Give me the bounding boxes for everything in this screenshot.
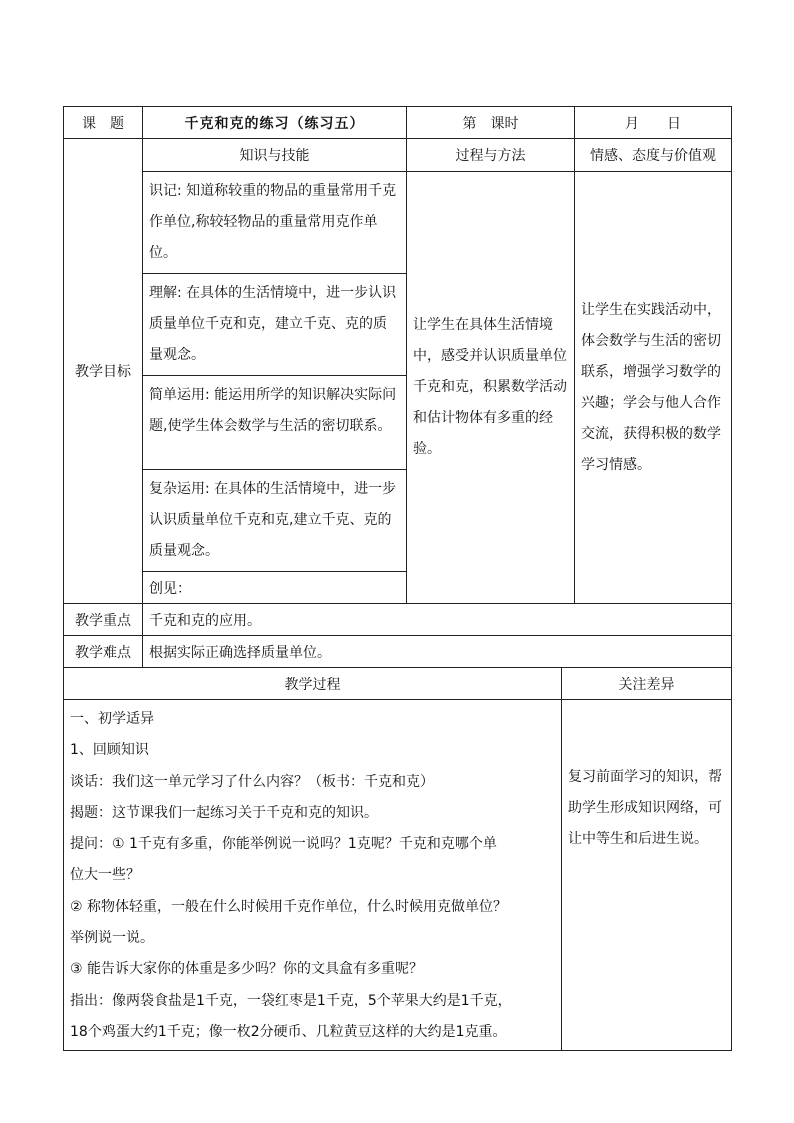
goal-complex-apply: 复杂运用: 在具体的生活情境中，进一步认识质量单位千克和克,建立千克、克的质量观念。 [143, 470, 407, 572]
lesson-number-label: 第 课时 [407, 107, 575, 139]
process-section-header: 教学过程 [64, 668, 562, 700]
key-point-label: 教学重点 [64, 604, 143, 636]
process-column-header: 过程与方法 [407, 139, 575, 172]
process-body-row [64, 700, 732, 1051]
process-line: ② 称物体轻重，一般在什么时候用千克作单位，什么时候用克做单位？ [70, 898, 507, 915]
goal-row-recall [64, 172, 732, 274]
lesson-plan [63, 106, 731, 1051]
difficulty-label: 教学难点 [64, 636, 143, 668]
process-line: ③ 能告诉大家你的体重是多少吗？你的文具盒有多重呢？ [70, 961, 423, 978]
goals-header-row [64, 139, 732, 172]
date-label: 月 日 [575, 107, 732, 139]
goals-row-label: 教学目标 [64, 139, 143, 604]
attitude-column-header: 情感、态度与价值观 [575, 139, 732, 172]
differences-note: 复习前面学习的知识，帮助学生形成知识网络，可让中等生和后进生说。 [562, 700, 732, 1051]
goal-recall: 识记: 知道称较重的物品的重量常用千克作单位,称较轻物品的重量常用克作单位。 [143, 172, 407, 274]
key-point-value: 千克和克的应用。 [143, 604, 732, 636]
topic-label: 课 题 [64, 107, 143, 139]
difficulty-value: 根据实际正确选择质量单位。 [143, 636, 732, 668]
key-point-row [64, 604, 732, 636]
process-header-row [64, 668, 732, 700]
header-row [64, 107, 732, 139]
process-line: 18个鸡蛋大约1千克；像一枚2分硬币、几粒黄豆这样的大约是1克重。 [70, 1023, 507, 1040]
process-line: 揭题：这节课我们一起练习关于千克和克的知识。 [70, 804, 378, 821]
process-line: 举例说一说。 [70, 930, 154, 947]
process-line: 指出：像两袋食盐是1千克，一袋红枣是1千克，5个苹果大约是1千克， [70, 992, 512, 1009]
process-line: 提问：① 1千克有多重，你能举例说一说吗？1克呢？千克和克哪个单 [70, 836, 497, 853]
lesson-plan-table [63, 106, 732, 1051]
knowledge-column-header: 知识与技能 [143, 139, 407, 172]
attitude-goal: 让学生在实践活动中，体会数学与生活的密切联系，增强学习数学的兴趣；学会与他人合作交流，获得积极的数学学习情感。 [575, 172, 732, 604]
process-goal: 让学生在具体生活情境中，感受并认识质量单位千克和克，积累数学活动和估计物体有多重的经验。 [407, 172, 575, 604]
process-line: 一、初学适异 [70, 711, 154, 727]
goal-understand: 理解: 在具体的生活情境中，进一步认识质量单位千克和克，建立千克、克的质量观念。 [143, 274, 407, 376]
process-line: 位大一些？ [70, 867, 140, 884]
differences-header: 关注差异 [562, 668, 732, 700]
lesson-title: 千克和克的练习（练习五） [143, 107, 407, 139]
process-body [64, 700, 562, 1051]
difficulty-row [64, 636, 732, 668]
process-line: 1、回顾知识 [70, 742, 149, 759]
process-line: 谈话：我们这一单元学习了什么内容？（板书：千克和克） [70, 773, 434, 790]
goal-simple-apply: 简单运用: 能运用所学的知识解决实际问题,使学生体会数学与生活的密切联系。 [143, 376, 407, 470]
goal-insight: 创见： [143, 572, 407, 604]
